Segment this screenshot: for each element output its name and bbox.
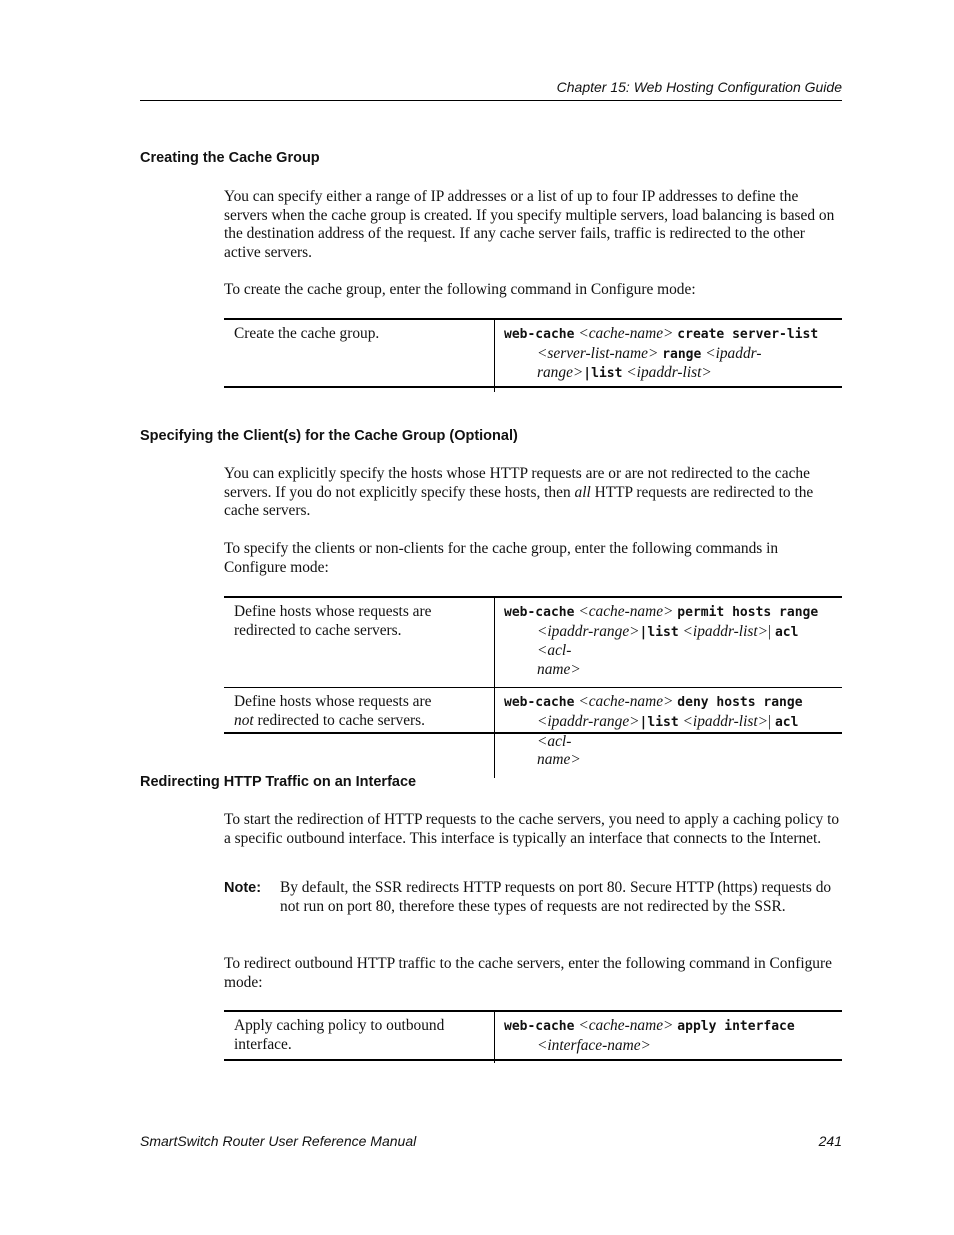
command-argument: <ipaddr-range> <box>537 622 640 640</box>
table-row <box>224 1012 842 1063</box>
command-argument: <ipaddr-list> <box>682 712 768 730</box>
command-keyword: web-cache <box>504 695 575 711</box>
table-bottom-rule <box>224 386 842 388</box>
command-keyword: apply interface <box>677 1019 795 1034</box>
command-keyword: web-cache <box>504 1019 575 1034</box>
command-table <box>224 320 842 392</box>
command-keyword: deny hosts range <box>677 695 803 711</box>
command-argument: <server-list-name> <box>537 344 659 362</box>
separator: | <box>768 712 772 730</box>
command-keyword: range <box>662 346 702 362</box>
note-text: By default, the SSR redirects HTTP requests on port 80. Secure HTTP (https) requests do not run on port 80, therefore these types of requests are not redirected by the SSR. <box>280 879 832 915</box>
command-argument: <ipaddr-range> <box>537 712 640 730</box>
command-table <box>224 598 842 778</box>
command-argument: <acl- <box>537 642 572 660</box>
section-heading-specifying-clients: Specifying the Client(s) for the Cache Group (Optional) <box>140 428 518 444</box>
table-row <box>224 598 842 688</box>
command-argument: name> <box>537 751 581 769</box>
command-syntax <box>495 320 843 392</box>
header-rule <box>140 100 842 101</box>
footer-manual-title: SmartSwitch Router User Reference Manual <box>140 1133 417 1149</box>
separator: | <box>768 622 772 640</box>
running-header: Chapter 15: Web Hosting Configuration Guide <box>556 79 842 95</box>
table-bottom-rule <box>224 732 842 734</box>
command-argument: <cache-name> <box>578 603 674 620</box>
command-argument: <cache-name> <box>578 1017 674 1034</box>
command-keyword: |list <box>583 366 623 382</box>
command-description: Apply caching policy to outbound interface. <box>224 1012 495 1063</box>
command-argument: <interface-name> <box>537 1036 651 1054</box>
page-number: 241 <box>818 1133 842 1149</box>
command-keyword: permit hosts range <box>677 605 819 620</box>
paragraph: To redirect outbound HTTP traffic to the cache servers, enter the following command in Configure mode: <box>224 955 832 991</box>
paragraph: To create the cache group, enter the following command in Configure mode: <box>224 281 696 298</box>
command-argument: <ipaddr-list> <box>626 364 712 382</box>
paragraph: You can explicitly specify the hosts whose HTTP requests are or are not redirected to the cache servers. If you do not explicitly specify these hosts, then all HTTP requests are redirected to the cache servers. <box>224 465 814 520</box>
command-keyword: acl <box>774 624 799 640</box>
command-keyword: acl <box>774 714 799 730</box>
command-argument: <cache-name> <box>578 693 674 711</box>
command-description: Define hosts whose requests are redirected to cache servers. <box>224 598 495 688</box>
note-label: Note: <box>224 880 262 896</box>
paragraph: To specify the clients or non-clients for the cache group, enter the following commands in Configure mode: <box>224 540 779 576</box>
command-argument: <acl- <box>537 732 572 750</box>
command-keyword: web-cache <box>504 605 575 620</box>
command-keyword: create server-list <box>677 327 819 342</box>
command-argument: <ipaddr- <box>705 344 762 362</box>
command-argument: <cache-name> <box>578 325 674 342</box>
command-description: Define hosts whose requests are not redirected to cache servers. <box>224 688 495 778</box>
table-row <box>224 320 842 392</box>
command-argument: range> <box>537 364 584 382</box>
paragraph: You can specify either a range of IP addresses or a list of up to four IP addresses to define the servers when the cache group is created. If you specify multiple servers, load balancing is based on the destination address of the request. If any cache server fails, traffic is redirected to the other active servers. <box>224 188 835 261</box>
table-bottom-rule <box>224 1059 842 1061</box>
command-argument: <ipaddr-list> <box>682 622 768 640</box>
command-keyword: web-cache <box>504 327 575 342</box>
paragraph: To start the redirection of HTTP requests to the cache servers, you need to apply a caching policy to a specific outbound interface. This interface is typically an interface that connects to the Internet. <box>224 811 840 847</box>
command-description: Create the cache group. <box>224 320 495 392</box>
command-syntax <box>495 598 843 688</box>
command-keyword: |list <box>639 714 679 730</box>
section-heading-redirecting-http: Redirecting HTTP Traffic on an Interface <box>140 774 417 790</box>
command-table <box>224 1012 842 1063</box>
command-argument: name> <box>537 660 581 678</box>
command-keyword: |list <box>639 624 679 640</box>
section-heading-creating-cache-group: Creating the Cache Group <box>140 150 320 166</box>
command-syntax <box>495 1012 843 1063</box>
